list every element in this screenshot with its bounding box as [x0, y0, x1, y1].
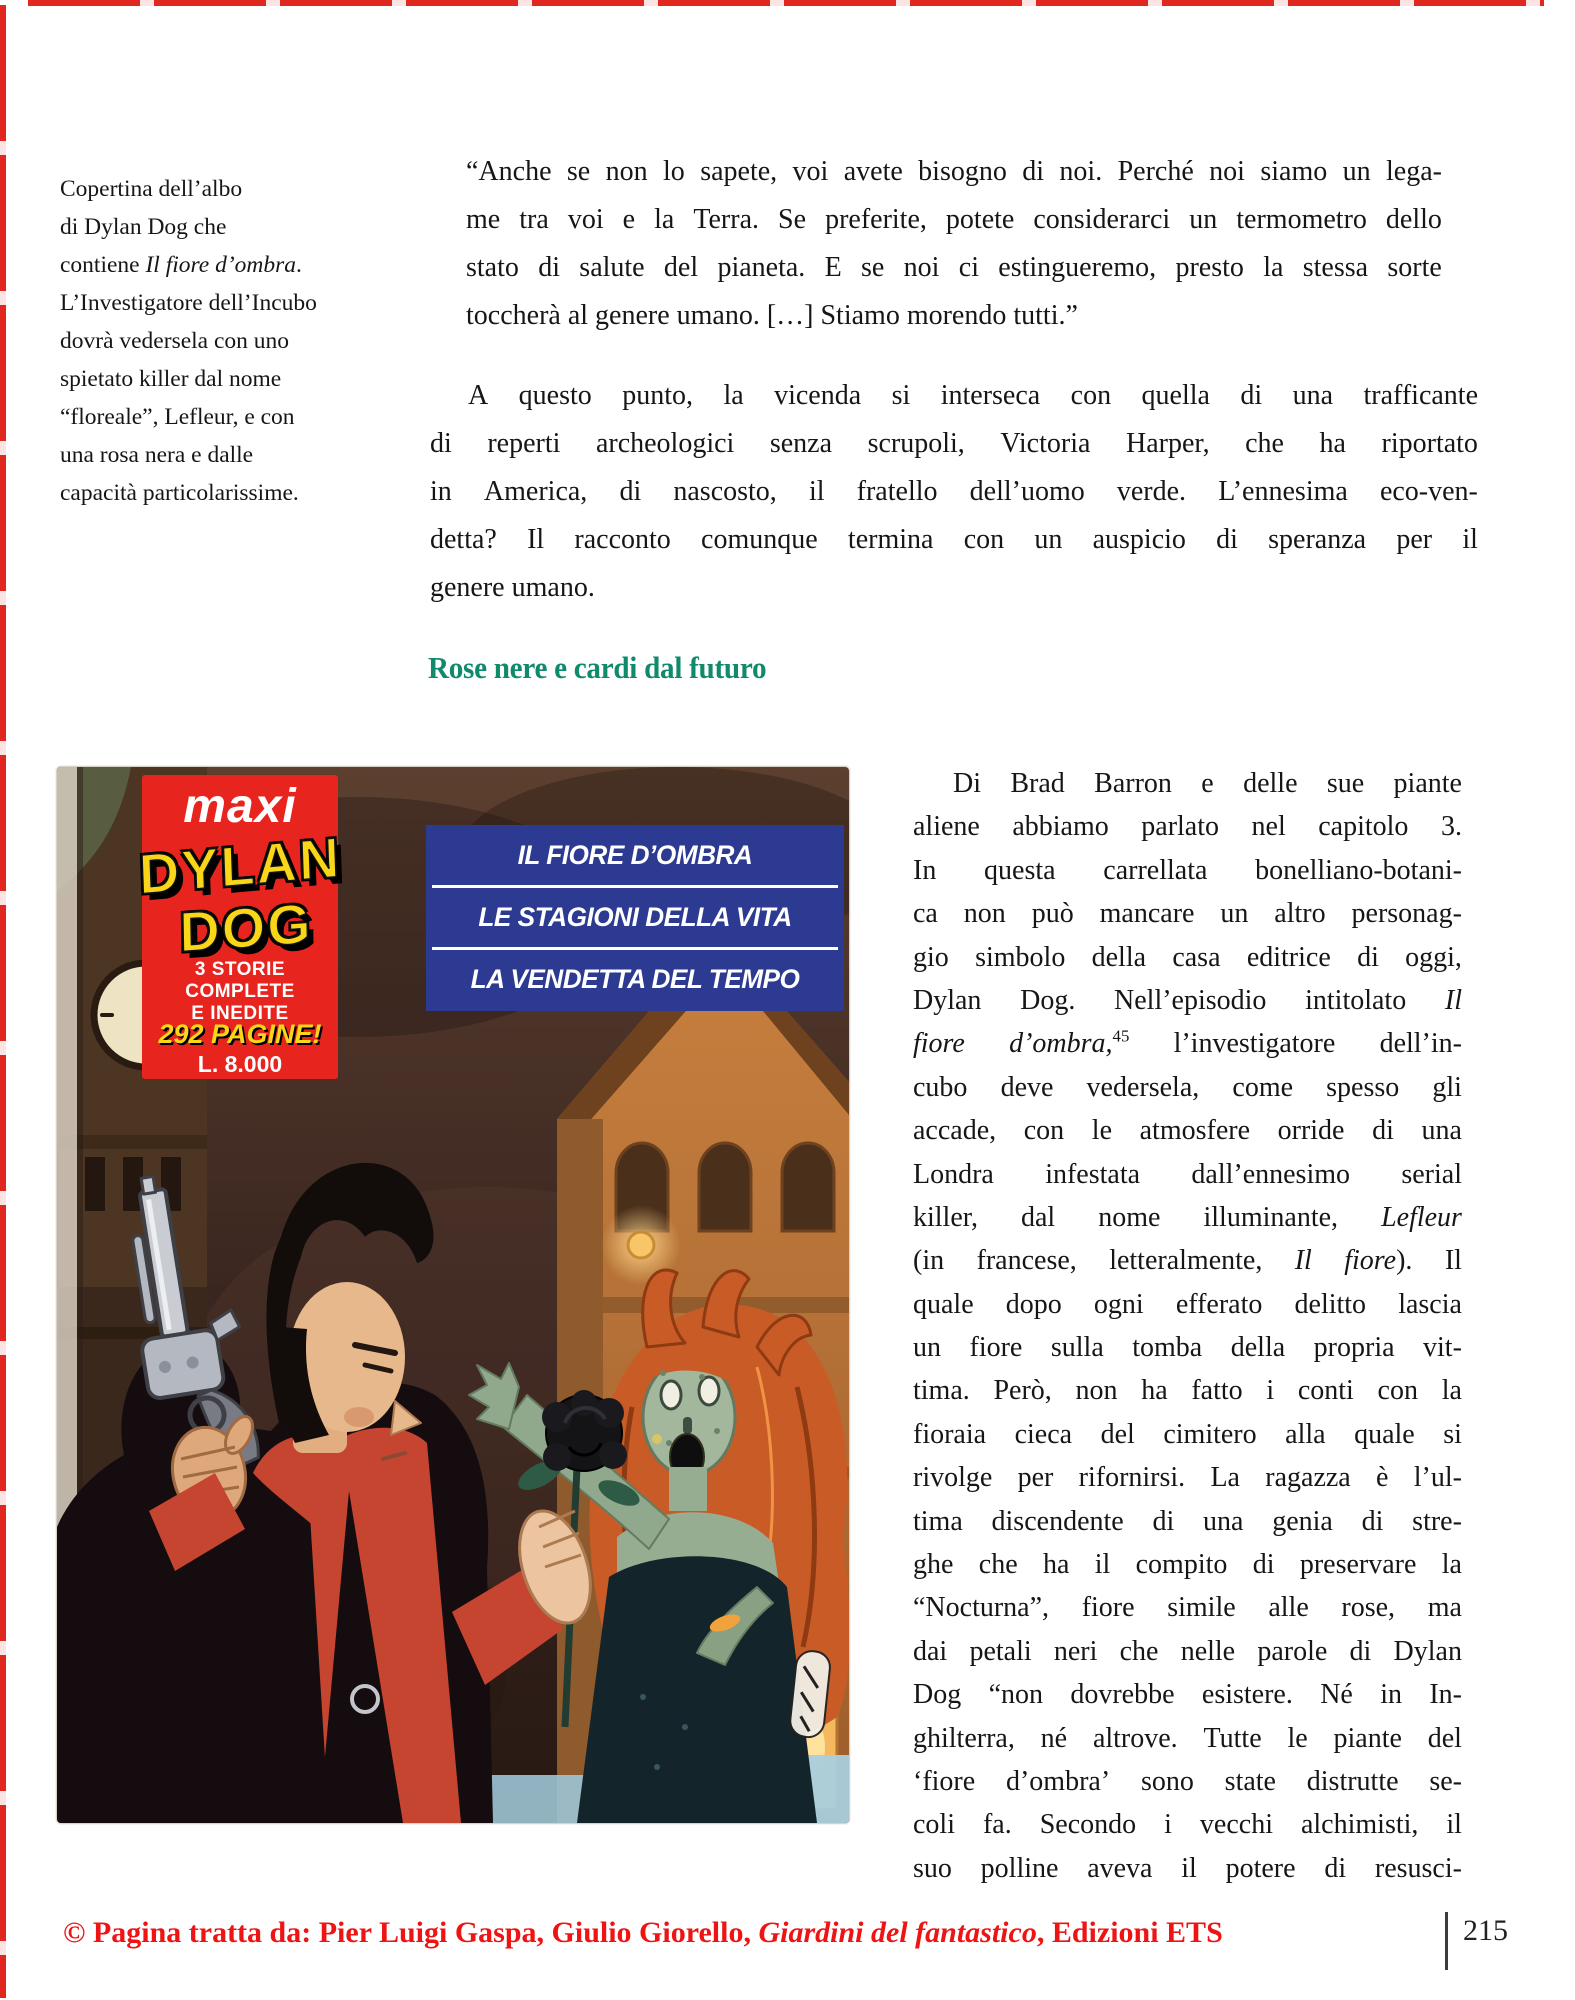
zombie-dress [577, 1556, 817, 1823]
cover-brand-maxi: maxi [183, 780, 297, 833]
cover-promo-text: 3 STORIE COMPLETE E INEDITE [185, 959, 295, 1024]
comic-cover [56, 766, 850, 1824]
footer-credit: © Pagina tratta da: Pier Luigi Gaspa, Giulio Giorello, Giardini del fantastico, Edizioni ETS [63, 1916, 1223, 1949]
section-heading: Rose nere e cardi dal futuro [428, 650, 767, 685]
body-paragraph: A questo punto, la vicenda si interseca con quella di una trafficante di reperti archeologici senza scrupoli, Victoria Harper, che ha riportato in America, di nascosto, il fratello dell’uomo verde. L’ennesima eco-ven- detta? Il racconto comunque termina con un auspicio di speranza per il genere umano. [430, 380, 1478, 603]
page-number-rule [1445, 1912, 1448, 1970]
cover-logo-dylan: DYLAN [137, 825, 343, 906]
cover-story-title: IL FIORE D’OMBRA [517, 840, 753, 870]
right-column: Di Brad Barron e delle sue piante aliene abbiamo parlato nel capitolo 3. In questa carrellata bonelliano-botani- ca non può mancare un altro personag- gio simbolo della casa editrice di oggi, Dylan Dog. Nell’episodio intitolato Il fiore d’ombra,$^{45}$ l’investigatore dell’in- cubo deve vedersela, come spesso gli accade, con le atmosfere orride di una Londra infestata dall’ennesimo serial killer, dal nome illuminante, Lefleur (in francese, letteralmente, Il fiore). Il quale dopo ogni efferato delitto lascia un fiore sulla tomba della propria vit- tima. Però, non ha fatto i conti con la fioraia cieca del cimitero alla quale si rivolge per rifornirsi. La ragazza è l’ul- tima discendente di una genia di stre- ghe che ha il compito di preservare la “Nocturna”, fiore simile alle rose, ma dai petali neri che nelle parole di Dylan Dog “non dovrebbe esistere. Né in In- ghilterra, né altrove. Tutte le piante del ‘fiore d’ombra’ sono state distrutte se- coli fa. Secondo i vecchi alchimisti, il suo polline aveva il potere di resusci- [913, 768, 1462, 1884]
cover-price: L. 8.000 [197, 1051, 283, 1077]
cover-logo-dog: DOG [178, 891, 314, 964]
cover-story-title: LA VENDETTA DEL TEMPO [470, 964, 800, 994]
page-border-top [28, 0, 1544, 6]
cover-stories-box [426, 825, 844, 1011]
quote-paragraph: “Anche se non lo sapete, voi avete bisogno di noi. Perché noi siamo un lega- me tra voi e la Terra. Se preferite, potete considerarci un termometro dello stato di salute del pianeta. E se noi ci estingueremo, presto la stessa sorte toccherà al genere umano. […] Stiamo morendo tutti.” [466, 156, 1442, 331]
page-number: 215 [1463, 1914, 1508, 1947]
cover-page-count: 292 PAGINE! [158, 1019, 322, 1049]
page-border-left [0, 5, 6, 1998]
cover-story-title: LE STAGIONI DELLA VITA [478, 902, 792, 932]
cover-promo-box [137, 775, 343, 1079]
margin-caption: Copertina dell’albo di Dylan Dog che contiene Il fiore d’ombra. L’Investigatore dell’Incubo dovrà vedersela con uno spietato killer dal nome “floreale”, Lefleur, e con una rosa nera e dalle capacità particolarissime. [60, 176, 317, 506]
